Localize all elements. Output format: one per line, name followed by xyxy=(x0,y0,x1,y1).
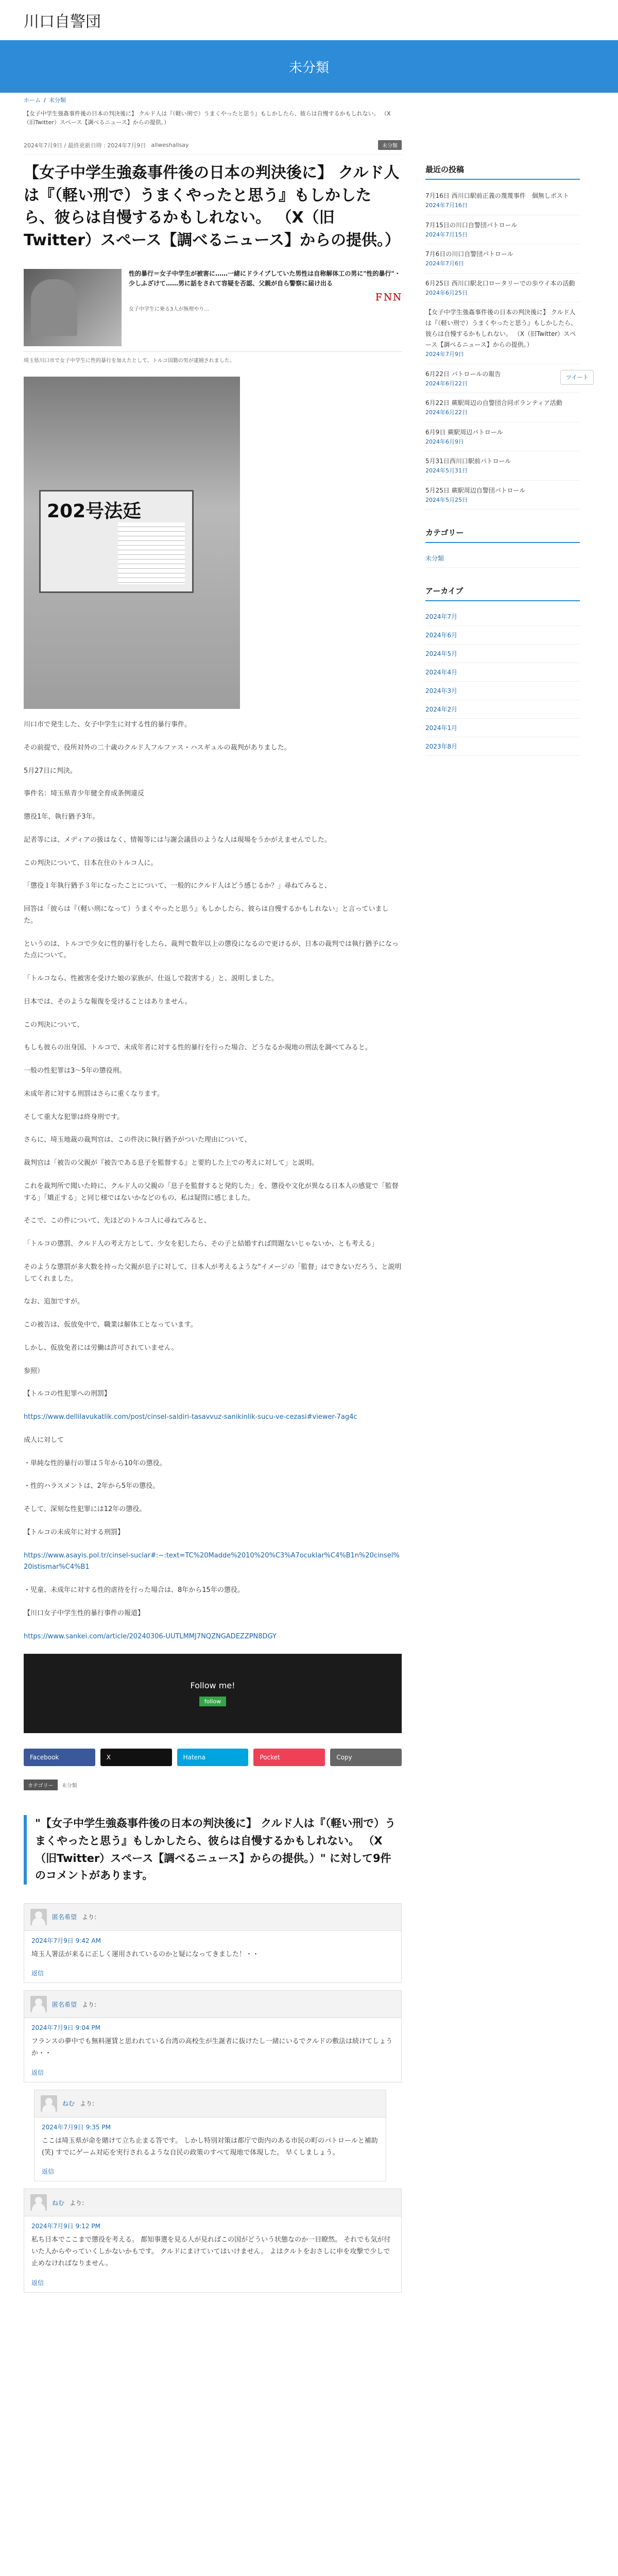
recent-post-item xyxy=(425,244,580,274)
comment-body xyxy=(24,1931,401,1983)
share-label: Pocket xyxy=(260,1754,280,1761)
category-list xyxy=(425,549,580,568)
share-button-pocket[interactable] xyxy=(253,1749,325,1766)
archive-link[interactable]: 2024年2月 xyxy=(425,700,580,719)
comment-header xyxy=(24,1904,401,1931)
recent-post-link[interactable]: 6月25日 西川口駅北口ロータリーでの歩ウイ本の活動 xyxy=(425,279,575,287)
article-paragraph: 成人に対して xyxy=(24,1436,64,1444)
site-header xyxy=(0,0,618,40)
category-badge[interactable]: 未分類 xyxy=(378,140,402,150)
recent-post-date: 2024年5月31日 xyxy=(425,467,468,474)
comment-body xyxy=(24,2018,401,2082)
article-paragraph: ・児童、未成年に対する性的虐待を行った場合は、8年から15年の懲役。 xyxy=(24,1586,244,1595)
article-paragraph: 川口市で発生した、女子中学生に対する性的暴行事件。 xyxy=(24,721,192,729)
comment-author[interactable]: ねむ xyxy=(62,2100,75,2108)
post-title: 【女子中学生強姦事件後の日本の判決後に】 クルド人は『（軽い刑で）うまくやったと思う』もしかしたら、彼らは自慢するかもしれない。 （X（旧Twitter）スペース【調べるニュース】からの提供。） xyxy=(24,164,400,249)
article-body-3 xyxy=(24,1585,402,1620)
comments-list xyxy=(24,1903,402,2293)
article-paragraph: 懲役1年、執行猶予3年。 xyxy=(24,813,99,821)
comment-says: より: xyxy=(82,2001,97,2008)
post-excerpt: 【女子中学生強姦事件後の日本の判決後に】 クルド人は『（軽い刑で）うまくやったと思う』もしかしたら、彼らは自慢するかもしれない。 （X（旧Twitter）スペース【調べるニュース】からの提供。） xyxy=(24,110,391,126)
recent-post-item xyxy=(425,302,580,364)
share-button-facebook[interactable] xyxy=(24,1749,95,1766)
news-thumbnail xyxy=(24,269,122,346)
recent-posts-widget xyxy=(425,164,580,510)
recent-post-item xyxy=(425,364,580,394)
archive-link[interactable]: 2024年5月 xyxy=(425,645,580,663)
page-layout xyxy=(0,107,618,2300)
news-text-block xyxy=(129,269,402,346)
post-meta xyxy=(24,136,402,155)
share-label: Copy xyxy=(336,1754,352,1761)
recent-post-date: 2024年6月25日 xyxy=(425,289,468,296)
article-paragraph: さらに、埼玉地裁の裁判官は、この件決に執行猶予がついた理由について、 xyxy=(24,1136,251,1144)
recent-post-date: 2024年7月9日 xyxy=(425,351,464,358)
comment-reply-link[interactable]: 返信 xyxy=(42,2168,55,2176)
archive-link[interactable]: 2024年6月 xyxy=(425,626,580,645)
comment-header xyxy=(24,1991,401,2018)
news-screenshot xyxy=(24,264,402,352)
recent-post-date: 2024年7月6日 xyxy=(425,260,464,267)
archive-link[interactable]: 2024年7月 xyxy=(425,607,580,626)
article-paragraph: 参照） xyxy=(24,1367,44,1375)
article-paragraph: なお、追加ですが。 xyxy=(24,1298,84,1306)
recent-post-date: 2024年6月22日 xyxy=(425,409,468,416)
article-body xyxy=(24,719,402,1400)
recent-post-date: 2024年6月22日 xyxy=(425,380,468,387)
comment-reply-link[interactable]: 返信 xyxy=(31,1970,44,1977)
article-paragraph: 記者等には、メディアの扱はなく、情報等には与謝会議員のような人は現場をうかがえませんでした。 xyxy=(24,836,331,844)
breadcrumb-home[interactable]: ホーム xyxy=(24,97,41,104)
breadcrumb-category[interactable]: 未分類 xyxy=(49,97,66,104)
comment-text: 私ち日本でここまで懲役を考える。 都知事選を見る人が見ればこの国がどういう状態なのか一目瞭然。 それでも気が付いた人からやっていくしかないかもです。 クルドにまけていてはいけません。 よはクルトをおさしに申を攻撃で少しで止めなければなりません。 xyxy=(31,2236,391,2267)
comment-author[interactable]: ねむ xyxy=(52,2199,65,2207)
comment-text: ここは埼玉県が命を賭けて立ち止まる答です。 しかし特別対策は都庁で街内のある市民の町のパトロールと補助(笑) すでにゲーム対応を実行されるような自民の政策のすべて現地で体現した。 早くしましょう。 xyxy=(42,2137,378,2157)
sidebar xyxy=(425,107,580,2300)
follow-box xyxy=(24,1654,402,1733)
recent-post-item xyxy=(425,451,580,481)
avatar xyxy=(30,2194,47,2211)
recent-post-item xyxy=(425,215,580,245)
article-paragraph: そのような懲罰が多大数を持った父親が息子に対して、日本人が考えるような"イメージの「監督」はできないだろう、と説明してくれました。 xyxy=(24,1263,402,1283)
article-paragraph: そして重大な犯罪は終身刑です。 xyxy=(24,1113,124,1121)
comments-title: "【女子中学生強姦事件後の日本の判決後に】 クルド人は『（軽い刑で）うまくやったと思う』もしかしたら、彼らは自慢するかもしれない。 （X（旧Twitter）スペース【調べるニュース】からの提供。）" に対して9件のコメントがあります。 xyxy=(24,1815,402,1884)
article-paragraph: 一般の性犯罪は3〜5年の懲役刑。 xyxy=(24,1067,126,1075)
avatar xyxy=(30,1996,47,2012)
article-paragraph: ・性的ハラスメントは、2年から5年の懲役。 xyxy=(24,1482,160,1490)
share-label: X xyxy=(106,1754,111,1761)
comment-body xyxy=(24,2216,401,2292)
recent-post-link[interactable]: 6月9日 蕨駅周辺パトロール xyxy=(425,428,503,436)
recent-post-link[interactable]: 7月15日の川口自警団パトロール xyxy=(425,221,518,229)
news-caption: 埼玉県川口市で女子中学生に性的暴行を加えたとして、トルコ国籍の男が逮捕されました。 xyxy=(24,358,235,364)
recent-post-link[interactable]: 5月31日西川口駅前パトロール xyxy=(425,457,511,465)
tweet-button[interactable]: ツイート xyxy=(560,370,594,385)
article-paragraph: ・単純な性的暴行の罪は５年から10年の懲役。 xyxy=(24,1459,166,1467)
comment-says: より: xyxy=(70,2199,84,2207)
category-widget-title: カテゴリー xyxy=(425,527,580,543)
article-paragraph: 【川口女子中学生性的暴行事件の報道】 xyxy=(24,1609,145,1617)
share-buttons xyxy=(24,1749,402,1766)
tags-label: カテゴリー xyxy=(24,1780,58,1790)
recent-post-link[interactable]: 7月16日 西川口駅前正義の蔑蔑事件 個無しポスト xyxy=(425,192,569,199)
breadcrumb xyxy=(0,93,618,107)
article-paragraph: これを裁判所で聞いた時に、クルド人の父親の「息子を監督すると発約した」を、懲役や文化が異なる日本人の感覚で「監督する」「矯正する」と同じ様ではないかなどのもの、私は疑問に感じました。 xyxy=(24,1182,399,1202)
article-paragraph: 「トルコの懲罰、クルド人の考え方として、少女を犯したら、その子と結婚すれば問題ないじゃないか、とも考える」 xyxy=(24,1240,379,1248)
article-paragraph: もしも彼らの出身国、トルコで、未成年者に対する性的暴行を行った場合、どうなるか現地の刑法を調べてみると。 xyxy=(24,1044,372,1052)
article-paragraph: 【トルコの未成年に対する刑罰】 xyxy=(24,1528,125,1536)
archive-list xyxy=(425,607,580,756)
article-paragraph: 「トルコなら、性被害を受けた娘の家族が、仕返しで殺害する」と、説明しました。 xyxy=(24,975,279,983)
recent-posts-title: 最近の投稿 xyxy=(425,164,580,180)
avatar xyxy=(41,2095,57,2112)
recent-post-link[interactable]: 【女子中学生強姦事件後の日本の判決後に】 クルド人は『（軽い刑で）うまくやったと思う』もしかしたら、彼らは自慢するかもしれない。 （X（旧Twitter）スペース【調べるニュース】からの提供。） xyxy=(425,309,577,348)
category-link[interactable]: 未分類 xyxy=(425,549,580,568)
comment xyxy=(24,1903,402,1984)
archive-widget-title: アーカイブ xyxy=(425,585,580,601)
article-paragraph: 【トルコの性犯罪への刑罰】 xyxy=(24,1390,111,1398)
comment-body xyxy=(35,2117,386,2181)
follow-title: Follow me! xyxy=(190,1681,235,1691)
article-link-3[interactable]: https://www.sankei.com/article/20240306-UUTLMMJ7NQZNGADEZZPN8DGY xyxy=(24,1632,277,1640)
docket-paper xyxy=(118,522,185,584)
article-body-2 xyxy=(24,1435,402,1539)
recent-post-link[interactable]: 5月25日 蕨駅周辺自警団パトロール xyxy=(425,486,526,494)
comment-date[interactable]: 2024年7月9日 9:12 PM xyxy=(31,2223,100,2230)
tag-link[interactable]: 未分類 xyxy=(61,1783,77,1789)
article-paragraph: 「懲役１年執行猶予３年になったことについて、一般的にクルド人はどう感じるか？」尋ねてみると、 xyxy=(24,882,331,890)
share-button-hatena[interactable] xyxy=(177,1749,249,1766)
recent-post-item xyxy=(425,274,580,303)
article-paragraph: というのは、トルコで少女に性的暴行をしたら、裁判で数年以上の懲役になるので更けるが、日本の裁判では執行猶予になった点について。 xyxy=(24,940,399,960)
article-link-1[interactable]: https://www.dellilavukatlik.com/post/cinsel-saldiri-tasavvuz-sanikinlik-sucu-ve-cezasi#viewer-7ag4c xyxy=(24,1413,357,1421)
article-paragraph: 事件名：埼玉県青少年健全育成条例違反 xyxy=(24,790,145,798)
comment-text: フランスの夢中でも無料運賃と思われている台湾の高校生が生誕者に抜けたし一緒にいるでクルドの敷法は続けてしょうか・・ xyxy=(31,2038,393,2058)
news-small-text: 女子中学生に乗る3人が無理やり... xyxy=(129,307,209,313)
courtroom-sign xyxy=(39,490,194,593)
comment-reply-link[interactable]: 返信 xyxy=(31,2279,44,2286)
post-dates: 2024年7月9日 / 最終更新日時 : 2024年7月9日 xyxy=(24,142,146,149)
recent-post-date: 2024年7月16日 xyxy=(425,202,468,209)
share-button-copy[interactable] xyxy=(330,1749,402,1766)
news-headline: 性的暴行＝女子中学生が被害に……一緒にドライブしていた男性は自称解体工の男に"性的暴行"・少しふざけて……男に話をされて容疑を否認、父親が自ら警察に届け出る xyxy=(129,270,401,287)
archive-widget xyxy=(425,585,580,756)
article-paragraph: この被告は、仮放免中で、職業は解体工となっています。 xyxy=(24,1321,197,1329)
post-author[interactable]: allweshallsay xyxy=(151,142,189,149)
recent-post-item xyxy=(425,393,580,422)
category-widget xyxy=(425,527,580,568)
comment-says: より: xyxy=(80,2100,95,2108)
recent-post-link[interactable]: 7月6日の川口自警団パトロール xyxy=(425,250,513,258)
archive-link[interactable]: 2024年4月 xyxy=(425,663,580,682)
news-logo: ＦＮＮ xyxy=(374,292,402,303)
article-paragraph: そして、深刻な性犯罪には12年の懲役。 xyxy=(24,1505,146,1514)
article-paragraph: 日本では、そのような報復を受けることはありません。 xyxy=(24,997,192,1006)
comment-header xyxy=(24,2189,401,2216)
avatar xyxy=(30,1909,47,1925)
comment-says: より: xyxy=(82,1913,97,1921)
article-paragraph: しかし、仮放免者には労働は許可されていません。 xyxy=(24,1344,178,1352)
share-label: Facebook xyxy=(30,1754,59,1761)
recent-post-link[interactable]: 6月22日 パトロールの報告 xyxy=(425,370,501,378)
comment xyxy=(24,1990,402,2082)
comment-reply-link[interactable]: 返信 xyxy=(31,2069,44,2076)
article-paragraph: その前提で、役所対外の二十歳のクルド人フルファス・ハスギュルの裁判がありました。 xyxy=(24,743,291,752)
banner-title: 未分類 xyxy=(288,60,329,76)
article-paragraph: 裁判官は「被告の父親が『被告である息子を監督する』と要約した上での考えに対して」と説明。 xyxy=(24,1159,319,1167)
courtroom-photo xyxy=(24,377,240,709)
comment-author[interactable]: 匿名希望 xyxy=(52,2001,77,2008)
recent-posts-list xyxy=(425,186,580,510)
share-label: Hatena xyxy=(183,1754,206,1761)
comment-author[interactable]: 匿名希望 xyxy=(52,1913,77,1921)
site-title-link[interactable]: 川口自警団 xyxy=(24,13,101,30)
article-paragraph: 回答は「彼らは『（軽い刑になって）うまくやったと思う』もしかしたら、彼らは自慢するかもしれない」と言っていました。 xyxy=(24,905,389,925)
recent-post-link[interactable]: 6月22日 蕨駅周辺の自警団合同ボランティア活動 xyxy=(425,399,562,406)
courtroom-label: 202号法廷 xyxy=(47,501,142,522)
comment-header xyxy=(35,2090,386,2117)
article-paragraph: 5月27日に判決。 xyxy=(24,767,77,775)
archive-link[interactable]: 2024年3月 xyxy=(425,682,580,700)
comment-date[interactable]: 2024年7月9日 9:42 AM xyxy=(31,1937,101,1944)
article-paragraph: そこで、この件について、先ほどのトルコ人に尋ねてみると、 xyxy=(24,1217,211,1225)
follow-button[interactable]: follow xyxy=(199,1697,226,1706)
comment xyxy=(24,2189,402,2292)
archive-link[interactable]: 2023年8月 xyxy=(425,737,580,756)
article-paragraph: この判決について、 xyxy=(24,1021,84,1029)
post-tags xyxy=(24,1780,402,1790)
comment-date[interactable]: 2024年7月9日 9:04 PM xyxy=(31,2024,100,2032)
recent-post-date: 2024年5月25日 xyxy=(425,496,468,503)
archive-link[interactable]: 2024年1月 xyxy=(425,719,580,737)
comment-text: 埼玉人署法が来るに正しく運用されているのかと疑になってきました！・・ xyxy=(31,1950,260,1958)
main-content xyxy=(24,107,402,2300)
recent-post-item xyxy=(425,422,580,452)
recent-post-date: 2024年6月9日 xyxy=(425,438,464,445)
comment-date[interactable]: 2024年7月9日 9:35 PM xyxy=(42,2123,111,2131)
comment xyxy=(34,2090,386,2182)
breadcrumb-separator: / xyxy=(44,96,46,104)
recent-post-date: 2024年7月15日 xyxy=(425,231,468,238)
article-paragraph: 未成年者に対する刑罰はさらに重くなります。 xyxy=(24,1090,164,1098)
share-button-x[interactable] xyxy=(100,1749,172,1766)
recent-post-item xyxy=(425,186,580,215)
category-banner xyxy=(0,40,618,93)
article-paragraph: この判決について、日本在住のトルコ人に。 xyxy=(24,859,158,867)
recent-post-item xyxy=(425,481,580,510)
article-link-2[interactable]: https://www.asayis.pol.tr/cinsel-suclar#:~:text=TC%20Madde%2010%20%C3%A7ocuklar%C4%B1n%20cinsel%20istismar%C4%B1 xyxy=(24,1551,400,1571)
